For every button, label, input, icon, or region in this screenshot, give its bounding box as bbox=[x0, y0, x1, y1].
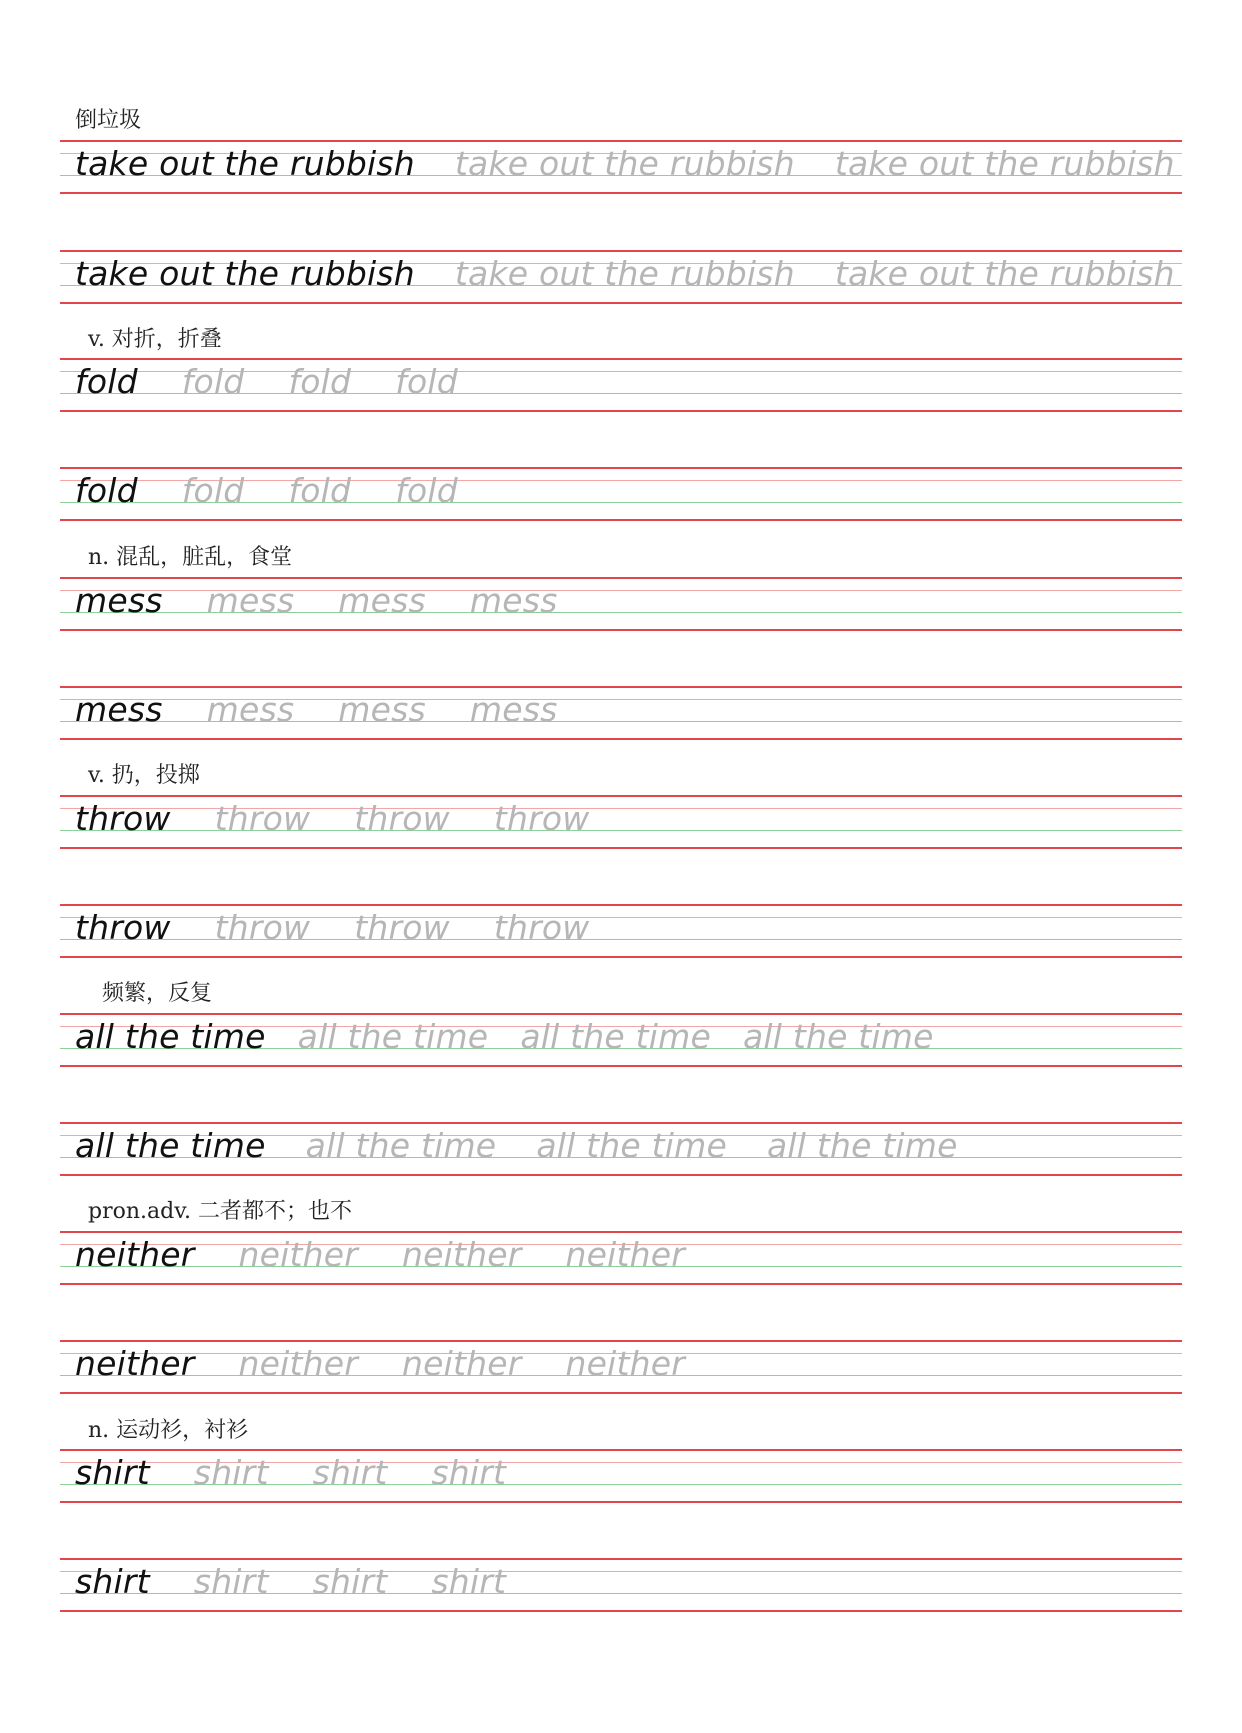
trace-word: shirt bbox=[312, 1453, 388, 1492]
trace-word: mess bbox=[338, 690, 426, 729]
trace-word: shirt bbox=[431, 1562, 507, 1601]
practice-row bbox=[60, 1231, 1182, 1285]
trace-word: take out the rubbish bbox=[834, 144, 1175, 183]
model-word: all the time bbox=[75, 1017, 266, 1056]
row-words bbox=[75, 1449, 506, 1503]
trace-word: fold bbox=[395, 471, 458, 510]
trace-word: take out the rubbish bbox=[834, 254, 1175, 293]
practice-row bbox=[60, 904, 1182, 958]
practice-row bbox=[60, 1558, 1182, 1612]
row-words bbox=[75, 467, 458, 521]
model-word: throw bbox=[75, 799, 171, 838]
trace-word: throw bbox=[354, 908, 450, 947]
practice-row bbox=[60, 1122, 1182, 1176]
model-word: take out the rubbish bbox=[75, 144, 415, 183]
practice-row bbox=[60, 1013, 1182, 1067]
practice-row bbox=[60, 577, 1182, 631]
trace-word: neither bbox=[402, 1235, 522, 1274]
row-words bbox=[75, 358, 458, 412]
trace-word: mess bbox=[469, 690, 558, 729]
model-word: all the time bbox=[75, 1126, 266, 1165]
trace-word: mess bbox=[206, 690, 295, 729]
trace-word: throw bbox=[354, 799, 450, 838]
trace-word: all the time bbox=[536, 1126, 727, 1165]
practice-row bbox=[60, 795, 1182, 849]
trace-word: throw bbox=[214, 908, 311, 947]
trace-word: shirt bbox=[431, 1453, 507, 1492]
practice-row bbox=[60, 358, 1182, 412]
trace-word: neither bbox=[565, 1235, 686, 1274]
trace-word: neither bbox=[402, 1344, 522, 1383]
model-word: mess bbox=[75, 581, 163, 620]
row-words bbox=[75, 1558, 506, 1612]
trace-word: throw bbox=[493, 908, 590, 947]
model-word: fold bbox=[75, 471, 138, 510]
row-words bbox=[75, 686, 558, 740]
row-words bbox=[75, 1013, 934, 1067]
entry-gloss: 频繁，反复 bbox=[102, 981, 213, 1006]
entry-gloss: v. 对折，折叠 bbox=[88, 327, 222, 352]
trace-word: take out the rubbish bbox=[454, 144, 795, 183]
entry-gloss: 倒垃圾 bbox=[75, 108, 142, 133]
trace-word: shirt bbox=[312, 1562, 388, 1601]
trace-word: all the time bbox=[742, 1017, 934, 1056]
trace-word: all the time bbox=[766, 1126, 958, 1165]
trace-word: fold bbox=[181, 362, 245, 401]
trace-word: all the time bbox=[297, 1017, 489, 1056]
practice-row bbox=[60, 686, 1182, 740]
trace-word: take out the rubbish bbox=[454, 254, 795, 293]
row-words bbox=[75, 140, 1175, 194]
row-words bbox=[75, 250, 1175, 304]
practice-row bbox=[60, 1340, 1182, 1394]
trace-word: mess bbox=[206, 581, 295, 620]
model-word: shirt bbox=[75, 1453, 150, 1492]
entry-gloss: n. 混乱，脏乱，食堂 bbox=[88, 545, 293, 570]
practice-row bbox=[60, 140, 1182, 194]
practice-row bbox=[60, 250, 1182, 304]
row-words bbox=[75, 1231, 685, 1285]
practice-row bbox=[60, 467, 1182, 521]
trace-word: fold bbox=[288, 471, 352, 510]
trace-word: shirt bbox=[193, 1453, 269, 1492]
row-words bbox=[75, 577, 558, 631]
model-word: fold bbox=[75, 362, 138, 401]
model-word: shirt bbox=[75, 1562, 150, 1601]
model-word: neither bbox=[75, 1235, 195, 1274]
model-word: mess bbox=[75, 690, 163, 729]
row-words bbox=[75, 904, 589, 958]
trace-word: fold bbox=[181, 471, 245, 510]
trace-word: mess bbox=[338, 581, 426, 620]
trace-word: neither bbox=[565, 1344, 686, 1383]
trace-word: all the time bbox=[305, 1126, 497, 1165]
entry-gloss: v. 扔，投掷 bbox=[88, 763, 200, 788]
trace-word: throw bbox=[493, 799, 590, 838]
model-word: neither bbox=[75, 1344, 195, 1383]
trace-word: neither bbox=[238, 1344, 359, 1383]
trace-word: all the time bbox=[520, 1017, 711, 1056]
model-word: throw bbox=[75, 908, 171, 947]
entry-gloss: n. 运动衫，衬衫 bbox=[88, 1418, 249, 1443]
practice-row bbox=[60, 1449, 1182, 1503]
entry-gloss: pron.adv. 二者都不；也不 bbox=[88, 1199, 353, 1224]
trace-word: shirt bbox=[193, 1562, 269, 1601]
trace-word: throw bbox=[214, 799, 311, 838]
trace-word: fold bbox=[288, 362, 352, 401]
model-word: take out the rubbish bbox=[75, 254, 415, 293]
trace-word: mess bbox=[469, 581, 558, 620]
row-words bbox=[75, 1122, 958, 1176]
trace-word: fold bbox=[395, 362, 458, 401]
trace-word: neither bbox=[238, 1235, 359, 1274]
row-words bbox=[75, 1340, 685, 1394]
row-words bbox=[75, 795, 589, 849]
